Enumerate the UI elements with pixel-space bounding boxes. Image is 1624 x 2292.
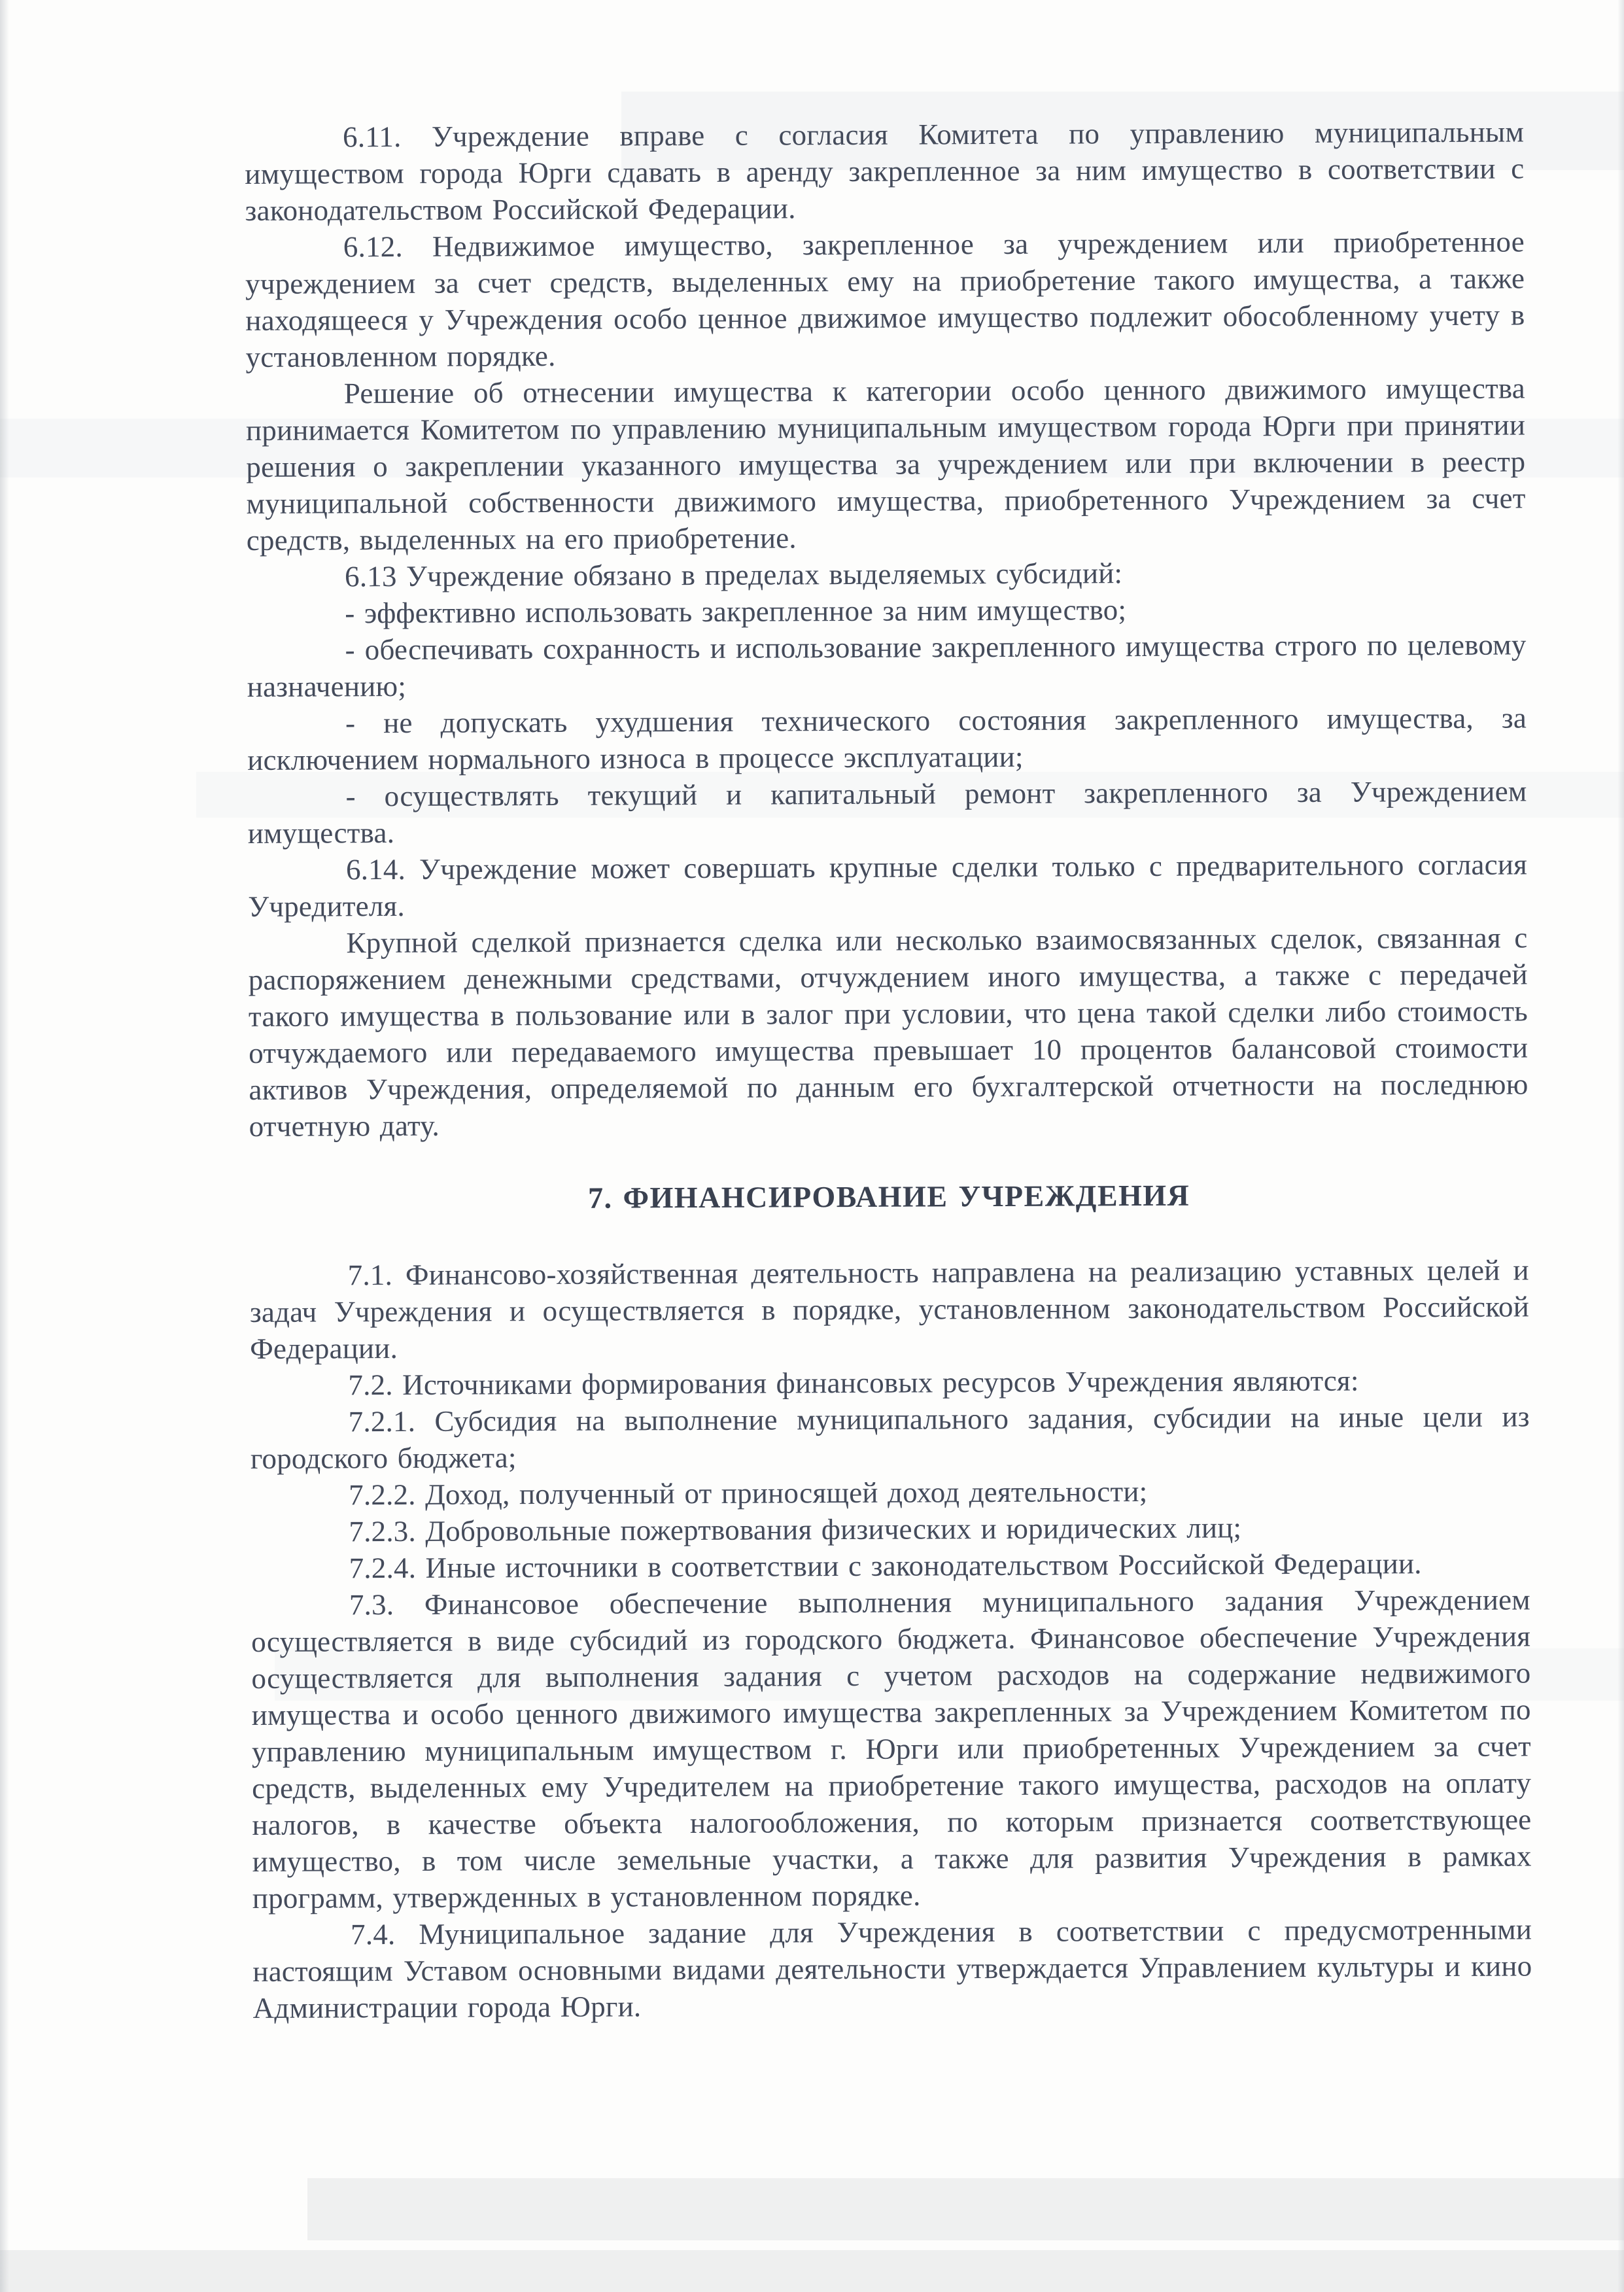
- list-item-effective-use: - эффективно использовать закрепленное за ним имущество;: [345, 593, 1127, 630]
- paragraph-6-14: 6.14. Учреждение может совершать крупные сделки только с предварительного согласия Учредителя.: [248, 848, 1528, 923]
- paragraph-7-2: 7.2. Источниками формирования финансовых ресурсов Учреждения являются:: [348, 1364, 1359, 1402]
- document-text-block: [245, 113, 1532, 2026]
- paragraph-6-12: 6.12. Недвижимое имущество, закрепленное за учреждением или приобретенное учреждением за счет средств, выделенных ему на приобретение такого имущества, а также находящееся у Учреждения особо ценное движимое имущество подлежит обособленному учету в установленном порядке.: [245, 225, 1525, 373]
- list-item-no-deterioration: - не допускать ухудшения технического состояния закрепленного имущества, за исключением нормального износа в процессе эксплуатации;: [247, 701, 1527, 776]
- scan-artifact-band: [307, 2178, 1624, 2240]
- paragraph-7-2-2: 7.2.2. Доход, полученный от приносящей доход деятельности;: [349, 1474, 1148, 1512]
- paragraph-7-4: 7.4. Муниципальное задание для Учреждения в соответствии с предусмотренными настоящим Уставом основными видами деятельности утверждается Управлением культуры и кино Администрации города Юрги.: [252, 1913, 1532, 2024]
- section-heading-financing: 7. ФИНАНСИРОВАНИЕ УЧРЕЖДЕНИЯ: [587, 1178, 1190, 1215]
- scan-artifact-band: [0, 2250, 1624, 2292]
- scan-edge-shadow: [0, 0, 9, 2292]
- scan-edge-shadow: [1617, 0, 1624, 2292]
- paragraph-decision-note: Решение об отнесении имущества к категории особо ценного движимого имущества принимается Комитетом по управлению муниципальным имуществом города Юрги при принятии решения о закреплении указанного имущества за учреждением или при включении в реестр муниципальной собственности движимого имущества, приобретенного Учреждением за счет средств, выделенных на его приобретение.: [245, 372, 1526, 557]
- paragraph-major-deal-note: Крупной сделкой признается сделка или несколько взаимосвязанных сделок, связанная с распоряжением денежными средствами, отчуждением иного имущества, а также с передачей такого имущества в пользование или в залог при условии, что цена такой сделки либо стоимость отчуждаемого или передаваемого имущества превышает 10 процентов балансовой стоимости активов Учреждения, определяемой по данным его бухгалтерской отчетности на последнюю отчетную дату.: [248, 921, 1529, 1143]
- paragraph-7-2-4: 7.2.4. Иные источники в соответствии с законодательством Российской Федерации.: [349, 1547, 1422, 1585]
- paragraph-6-11: 6.11. Учреждение вправе с согласия Комитета по управлению муниципальным имуществом города Юрги сдавать в аренду закрепленное за ним имущество в соответствии с законодательством Российской Федерации.: [245, 115, 1525, 227]
- paragraph-7-2-1: 7.2.1. Субсидия на выполнение муниципального задания, субсидии на иные цели из городского бюджета;: [250, 1400, 1530, 1475]
- list-item-preservation: - обеспечивать сохранность и использование закрепленного имущества строго по целевому назначению;: [247, 628, 1527, 703]
- paragraph-7-1: 7.1. Финансово-хозяйственная деятельность направлена на реализацию уставных целей и задач Учреждения и осуществляется в порядке, установленном законодательством Российской Федерации.: [249, 1253, 1530, 1365]
- paragraph-7-2-3: 7.2.3. Добровольные пожертвования физических и юридических лиц;: [349, 1511, 1242, 1548]
- paragraph-7-3: 7.3. Финансовое обеспечение выполнения муниципального задания Учреждением осуществляется в виде субсидий из городского бюджета. Финансовое обеспечение Учреждения осуществляется для выполнения задания с учетом расходов на содержание недвижимого имущества и особо ценного движимого имущества закрепленных за Учреждением Комитетом по управлению муниципальным имуществом г. Юрги или приобретенных Учреждением за счет средств, выделенных ему Учредителем на приобретение такого имущества, расходов на оплату налогов, в качестве объекта налогообложения, по которым признается соответствующее имущество, в том числе земельные участки, а также для развития Учреждения в рамках программ, утвержденных в установленном порядке.: [251, 1583, 1532, 1915]
- list-item-repairs: - осуществлять текущий и капитальный ремонт закрепленного за Учреждением имущества.: [247, 774, 1527, 850]
- paragraph-6-13: 6.13 Учреждение обязано в пределах выделяемых субсидий:: [344, 557, 1123, 593]
